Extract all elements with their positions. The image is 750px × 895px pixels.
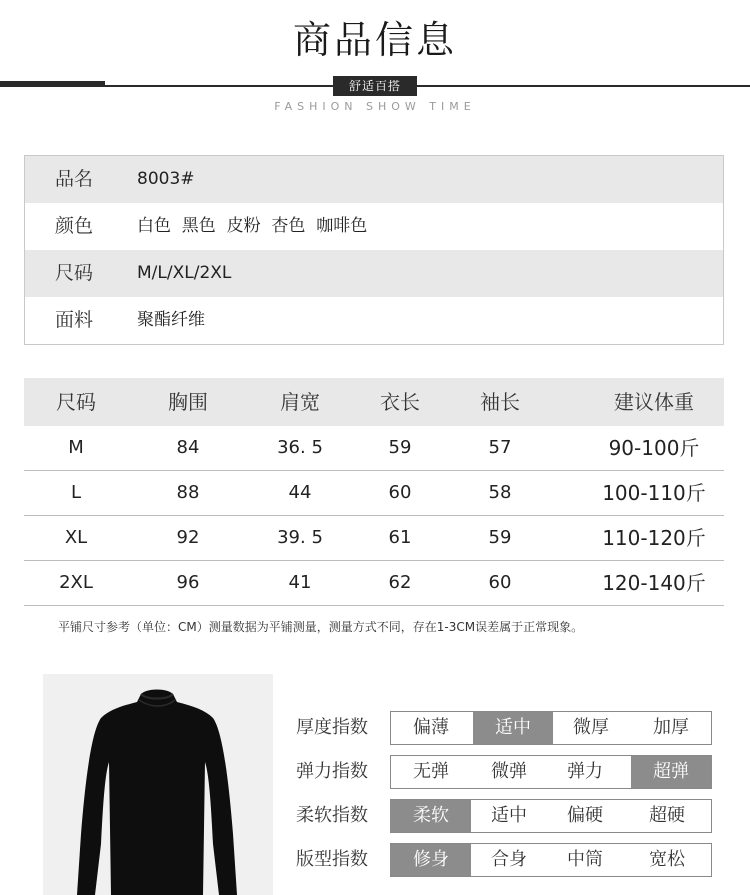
table-cell: XL (64, 527, 88, 548)
table-row (24, 471, 724, 516)
info-label: 尺码 (55, 262, 94, 284)
info-row-color (25, 203, 723, 250)
table-cell: 92 (176, 527, 200, 548)
info-label: 颜色 (55, 215, 94, 237)
table-cell: 61 (388, 527, 412, 548)
softness-scale (390, 799, 712, 833)
table-cell: 96 (176, 572, 200, 593)
index-option: 加厚 (653, 717, 689, 738)
size-table-header (24, 378, 724, 426)
index-option: 适中 (491, 805, 527, 826)
index-option: 微厚 (573, 717, 609, 738)
column-header: 衣长 (380, 390, 420, 414)
info-row-size (25, 250, 723, 297)
info-value: M/L/XL/2XL (137, 263, 232, 283)
elasticity-scale (390, 755, 712, 789)
table-cell: M (68, 437, 84, 458)
index-option-selected: 柔软 (391, 800, 471, 832)
page-subtitle: FASHION SHOW TIME (274, 100, 476, 113)
info-label: 品名 (55, 168, 94, 190)
table-cell: L (70, 482, 82, 503)
index-option-selected: 适中 (473, 712, 553, 744)
index-label: 厚度指数 (296, 717, 368, 738)
column-header: 胸围 (168, 390, 208, 414)
table-cell: 120-140斤 (602, 571, 706, 595)
table-cell: 41 (288, 572, 312, 593)
index-label: 版型指数 (296, 849, 368, 870)
index-label: 柔软指数 (296, 805, 368, 826)
index-option: 宽松 (649, 849, 685, 870)
header-tag: 舒适百搭 (333, 76, 417, 96)
index-option: 合身 (491, 849, 527, 870)
product-info-box (24, 155, 724, 345)
table-cell: 88 (176, 482, 200, 503)
measurement-note: 平铺尺寸参考（单位：CM）测量数据为平铺测量，测量方式不同，存在1-3CM误差属于正常现象。 (58, 620, 584, 634)
info-row-fabric (25, 297, 723, 344)
index-option: 偏硬 (567, 805, 603, 826)
index-option: 超硬 (649, 805, 685, 826)
table-cell: 60 (388, 482, 412, 503)
table-cell: 2XL (59, 572, 93, 593)
index-option: 偏薄 (413, 717, 449, 738)
table-cell: 39. 5 (277, 527, 323, 548)
table-cell: 57 (488, 437, 512, 458)
index-label: 弹力指数 (296, 761, 368, 782)
product-image (43, 674, 273, 895)
column-header: 肩宽 (280, 390, 320, 414)
fit-scale (390, 843, 712, 877)
index-option: 中筒 (567, 849, 603, 870)
index-option-selected: 超弹 (631, 756, 711, 788)
info-value: 聚酯纤维 (137, 310, 205, 330)
column-header: 袖长 (480, 390, 520, 414)
turtleneck-sweater-icon (43, 674, 273, 895)
column-header: 建议体重 (614, 390, 694, 414)
table-cell: 59 (388, 437, 412, 458)
table-cell: 62 (388, 572, 412, 593)
table-row (24, 561, 724, 606)
info-value: 白色 黑色 皮粉 杏色 咖啡色 (137, 216, 368, 236)
table-cell: 58 (488, 482, 512, 503)
table-row (24, 426, 724, 471)
page-title: 商品信息 (292, 18, 457, 62)
index-option: 无弹 (413, 761, 449, 782)
table-cell: 100-110斤 (602, 481, 706, 505)
index-option-selected: 修身 (391, 844, 471, 876)
index-option: 微弹 (491, 761, 527, 782)
table-cell: 36. 5 (277, 437, 323, 458)
info-value: 8003# (137, 169, 195, 189)
table-cell: 44 (288, 482, 312, 503)
table-cell: 60 (488, 572, 512, 593)
table-cell: 90-100斤 (608, 436, 700, 460)
info-label: 面料 (55, 309, 94, 331)
column-header: 尺码 (56, 390, 96, 414)
table-row (24, 516, 724, 561)
info-row-name (25, 156, 723, 203)
table-cell: 110-120斤 (602, 526, 706, 550)
table-cell: 59 (488, 527, 512, 548)
index-option: 弹力 (567, 761, 603, 782)
table-cell: 84 (176, 437, 200, 458)
thickness-scale (390, 711, 712, 745)
